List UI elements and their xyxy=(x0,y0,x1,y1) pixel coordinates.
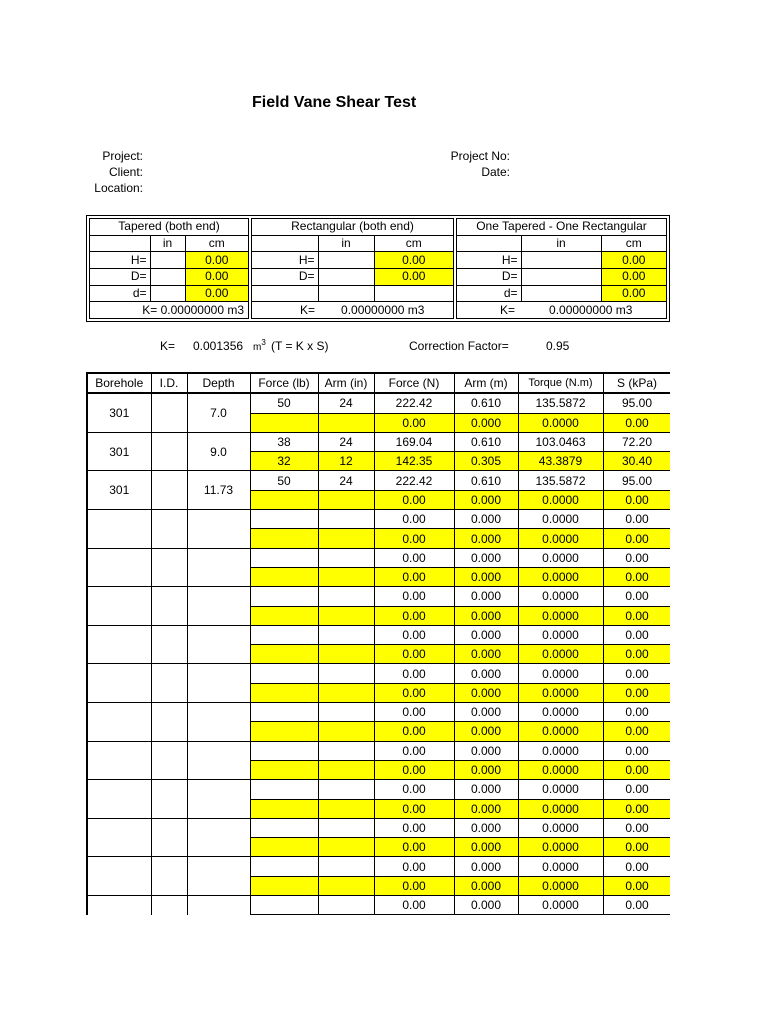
arm-m-cell: 0.000 xyxy=(454,703,518,722)
table-row xyxy=(87,625,670,644)
torque-cell: 0.0000 xyxy=(518,664,603,683)
correction-factor-value: 0.95 xyxy=(546,339,570,353)
depth-cell[interactable] xyxy=(187,587,250,626)
shear-strength-cell: 72.20 xyxy=(603,432,670,451)
force-lb-cell[interactable] xyxy=(250,818,318,837)
force-n-cell: 169.04 xyxy=(374,432,454,451)
borehole-cell[interactable] xyxy=(87,857,151,896)
torque-cell: 103.0463 xyxy=(518,432,603,451)
borehole-cell[interactable] xyxy=(87,510,151,549)
force-n-cell: 0.00 xyxy=(374,413,454,432)
force-n-cell: 0.00 xyxy=(374,625,454,644)
col-header: Arm (in) xyxy=(318,373,374,393)
arm-in-cell[interactable]: 24 xyxy=(318,471,374,490)
force-n-cell: 0.00 xyxy=(374,529,454,548)
arm-in-cell[interactable] xyxy=(318,645,374,664)
id-cell[interactable] xyxy=(151,857,187,896)
col-header: Depth xyxy=(187,373,250,393)
arm-m-cell: 0.000 xyxy=(454,529,518,548)
arm-m-cell: 0.000 xyxy=(454,490,518,509)
col-header: Torque (N.m) xyxy=(518,373,603,393)
id-cell[interactable] xyxy=(151,896,187,915)
torque-cell: 0.0000 xyxy=(518,799,603,818)
borehole-cell[interactable] xyxy=(87,625,151,664)
force-lb-cell[interactable] xyxy=(250,876,318,895)
id-cell[interactable] xyxy=(151,664,187,703)
force-n-cell: 0.00 xyxy=(374,741,454,760)
force-lb-cell[interactable] xyxy=(250,587,318,606)
table-row xyxy=(87,741,670,760)
small-d-label: d= xyxy=(90,285,150,302)
force-n-cell: 222.42 xyxy=(374,393,454,413)
borehole-cell[interactable] xyxy=(87,896,151,915)
small-d-cm-cell[interactable]: 0.00 xyxy=(185,285,248,302)
arm-m-cell: 0.610 xyxy=(454,471,518,490)
page-title: Field Vane Shear Test xyxy=(252,94,417,111)
arm-in-cell[interactable] xyxy=(318,876,374,895)
arm-m-cell: 0.000 xyxy=(454,818,518,837)
force-n-cell: 0.00 xyxy=(374,857,454,876)
borehole-cell[interactable] xyxy=(87,587,151,626)
force-lb-cell[interactable] xyxy=(250,760,318,779)
d-in-cell[interactable] xyxy=(318,268,374,285)
shear-strength-cell: 0.00 xyxy=(603,645,670,664)
torque-cell: 0.0000 xyxy=(518,490,603,509)
arm-in-cell[interactable] xyxy=(318,548,374,567)
k-constant-unit xyxy=(253,339,266,353)
table-row xyxy=(87,471,670,490)
force-n-cell: 0.00 xyxy=(374,722,454,741)
arm-in-cell[interactable] xyxy=(318,780,374,799)
arm-m-cell: 0.610 xyxy=(454,393,518,413)
shear-strength-cell: 95.00 xyxy=(603,471,670,490)
shear-strength-cell: 0.00 xyxy=(603,799,670,818)
shear-strength-cell: 0.00 xyxy=(603,703,670,722)
tapered-vane-block xyxy=(89,218,249,319)
force-n-cell: 0.00 xyxy=(374,587,454,606)
table-row xyxy=(87,510,670,529)
depth-cell[interactable] xyxy=(187,703,250,742)
col-header: S (kPa) xyxy=(603,373,670,393)
id-cell[interactable] xyxy=(151,741,187,780)
depth-cell[interactable] xyxy=(187,896,250,915)
depth-cell[interactable]: 11.73 xyxy=(187,471,250,510)
force-lb-cell[interactable] xyxy=(250,703,318,722)
h-label: H= xyxy=(252,252,318,269)
table-row xyxy=(87,664,670,683)
borehole-cell[interactable] xyxy=(87,780,151,819)
force-lb-cell[interactable] xyxy=(250,857,318,876)
torque-cell: 0.0000 xyxy=(518,722,603,741)
torque-cell: 0.0000 xyxy=(518,703,603,722)
arm-in-cell[interactable] xyxy=(318,587,374,606)
data-table-container xyxy=(86,372,670,916)
d-label: D= xyxy=(90,268,150,285)
force-lb-cell[interactable] xyxy=(250,741,318,760)
id-cell[interactable] xyxy=(151,432,187,471)
shear-strength-cell: 0.00 xyxy=(603,664,670,683)
k-value: 0.00000000 m3 xyxy=(341,302,425,317)
k-value: 0.00000000 m3 xyxy=(160,302,244,317)
col-header: Borehole xyxy=(87,373,151,393)
d-in-cell[interactable] xyxy=(150,268,185,285)
shear-strength-cell: 0.00 xyxy=(603,490,670,509)
rectangular-vane-block xyxy=(251,218,454,319)
arm-in-cell[interactable] xyxy=(318,490,374,509)
force-lb-cell[interactable] xyxy=(250,490,318,509)
d-cm-cell[interactable]: 0.00 xyxy=(601,268,666,285)
d-in-cell[interactable] xyxy=(521,268,601,285)
force-lb-cell[interactable] xyxy=(250,529,318,548)
small-d-cm-cell[interactable]: 0.00 xyxy=(601,285,666,302)
force-n-cell: 0.00 xyxy=(374,703,454,722)
torque-cell: 135.5872 xyxy=(518,471,603,490)
force-lb-cell[interactable] xyxy=(250,645,318,664)
arm-in-cell[interactable] xyxy=(318,857,374,876)
h-label: H= xyxy=(457,252,521,269)
unit-cm: cm xyxy=(374,235,453,252)
shear-strength-cell: 0.00 xyxy=(603,587,670,606)
k-value: 0.00000000 m3 xyxy=(549,302,633,317)
arm-m-cell: 0.000 xyxy=(454,587,518,606)
table-row xyxy=(87,857,670,876)
project-label: Project: xyxy=(102,149,143,163)
depth-cell[interactable] xyxy=(187,664,250,703)
borehole-cell[interactable] xyxy=(87,548,151,587)
arm-m-cell: 0.000 xyxy=(454,876,518,895)
torque-cell: 0.0000 xyxy=(518,857,603,876)
k-label: K= xyxy=(300,302,316,317)
col-header: Force (N) xyxy=(374,373,454,393)
unit-cm: cm xyxy=(185,235,248,252)
id-cell[interactable] xyxy=(151,625,187,664)
force-lb-cell[interactable] xyxy=(250,567,318,586)
force-n-cell: 0.00 xyxy=(374,799,454,818)
force-n-cell: 0.00 xyxy=(374,490,454,509)
force-n-cell: 142.35 xyxy=(374,452,454,471)
force-n-cell: 0.00 xyxy=(374,896,454,915)
arm-in-cell[interactable] xyxy=(318,741,374,760)
force-lb-cell[interactable]: 50 xyxy=(250,393,318,413)
shear-strength-cell: 0.00 xyxy=(603,529,670,548)
k-constant-label: K= xyxy=(160,339,176,353)
force-lb-cell[interactable] xyxy=(250,683,318,702)
depth-cell[interactable]: 9.0 xyxy=(187,432,250,471)
table-row xyxy=(87,393,670,413)
table-row xyxy=(87,548,670,567)
arm-in-cell[interactable] xyxy=(318,664,374,683)
force-n-cell: 0.00 xyxy=(374,838,454,857)
torque-cell: 0.0000 xyxy=(518,818,603,837)
shear-strength-cell: 0.00 xyxy=(603,625,670,644)
shear-strength-cell: 0.00 xyxy=(603,567,670,586)
shear-strength-cell: 0.00 xyxy=(603,413,670,432)
depth-cell[interactable]: 7.0 xyxy=(187,393,250,432)
shear-strength-cell: 0.00 xyxy=(603,741,670,760)
arm-in-cell[interactable] xyxy=(318,760,374,779)
depth-cell[interactable] xyxy=(187,510,250,549)
shear-strength-cell: 30.40 xyxy=(603,452,670,471)
table-row xyxy=(87,780,670,799)
h-cm-cell[interactable]: 0.00 xyxy=(185,252,248,269)
arm-in-cell[interactable] xyxy=(318,625,374,644)
arm-m-cell: 0.000 xyxy=(454,548,518,567)
force-n-cell: 0.00 xyxy=(374,876,454,895)
h-label: H= xyxy=(90,252,150,269)
arm-m-cell: 0.000 xyxy=(454,896,518,915)
force-n-cell: 0.00 xyxy=(374,664,454,683)
shear-strength-cell: 0.00 xyxy=(603,510,670,529)
d-label: D= xyxy=(457,268,521,285)
id-cell[interactable] xyxy=(151,703,187,742)
arm-m-cell: 0.000 xyxy=(454,567,518,586)
shear-strength-cell: 0.00 xyxy=(603,722,670,741)
depth-cell[interactable] xyxy=(187,818,250,857)
force-lb-cell[interactable] xyxy=(250,548,318,567)
unit-in: in xyxy=(521,235,601,252)
arm-in-cell[interactable] xyxy=(318,683,374,702)
arm-m-cell: 0.610 xyxy=(454,432,518,451)
table-row xyxy=(87,818,670,837)
force-n-cell: 0.00 xyxy=(374,567,454,586)
arm-in-cell[interactable] xyxy=(318,703,374,722)
k-constant-value: 0.001356 xyxy=(193,339,244,353)
mixed-vane-block xyxy=(456,218,667,319)
arm-in-cell[interactable] xyxy=(318,510,374,529)
force-lb-cell[interactable]: 38 xyxy=(250,432,318,451)
k-unit: m xyxy=(253,342,262,353)
shear-strength-cell: 0.00 xyxy=(603,780,670,799)
arm-in-cell[interactable] xyxy=(318,896,374,915)
force-lb-cell[interactable] xyxy=(250,799,318,818)
arm-in-cell[interactable]: 24 xyxy=(318,393,374,413)
force-lb-cell[interactable]: 50 xyxy=(250,471,318,490)
borehole-cell[interactable]: 301 xyxy=(87,471,151,510)
h-in-cell[interactable] xyxy=(150,252,185,269)
borehole-cell[interactable] xyxy=(87,818,151,857)
torque-cell: 0.0000 xyxy=(518,780,603,799)
arm-m-cell: 0.000 xyxy=(454,741,518,760)
col-header: I.D. xyxy=(151,373,187,393)
k-formula: (T = K x S) xyxy=(271,339,329,353)
arm-in-cell[interactable] xyxy=(318,722,374,741)
table-header-row xyxy=(87,373,670,393)
depth-cell[interactable] xyxy=(187,741,250,780)
arm-m-cell: 0.000 xyxy=(454,857,518,876)
arm-m-cell: 0.000 xyxy=(454,722,518,741)
arm-in-cell[interactable] xyxy=(318,818,374,837)
d-cm-cell[interactable]: 0.00 xyxy=(185,268,248,285)
depth-cell[interactable] xyxy=(187,780,250,819)
small-d-in-cell[interactable] xyxy=(150,285,185,302)
torque-cell: 0.0000 xyxy=(518,625,603,644)
mixed-title: One Tapered - One Rectangular xyxy=(457,219,666,235)
small-d-label: d= xyxy=(457,285,521,302)
d-cm-cell[interactable]: 0.00 xyxy=(374,268,453,285)
borehole-cell[interactable]: 301 xyxy=(87,393,151,432)
shear-strength-cell: 95.00 xyxy=(603,393,670,413)
force-lb-cell[interactable] xyxy=(250,722,318,741)
force-lb-cell[interactable] xyxy=(250,413,318,432)
torque-cell: 0.0000 xyxy=(518,606,603,625)
borehole-cell[interactable] xyxy=(87,741,151,780)
id-cell[interactable] xyxy=(151,587,187,626)
torque-cell: 43.3879 xyxy=(518,452,603,471)
id-cell[interactable] xyxy=(151,548,187,587)
torque-cell: 0.0000 xyxy=(518,510,603,529)
torque-cell: 0.0000 xyxy=(518,645,603,664)
h-cm-cell[interactable]: 0.00 xyxy=(374,252,453,269)
torque-cell: 0.0000 xyxy=(518,587,603,606)
shear-strength-cell: 0.00 xyxy=(603,548,670,567)
borehole-cell[interactable]: 301 xyxy=(87,432,151,471)
torque-cell: 0.0000 xyxy=(518,413,603,432)
client-label: Client: xyxy=(108,165,143,179)
arm-m-cell: 0.000 xyxy=(454,413,518,432)
arm-in-cell[interactable] xyxy=(318,838,374,857)
torque-cell: 0.0000 xyxy=(518,529,603,548)
force-n-cell: 0.00 xyxy=(374,606,454,625)
torque-cell: 0.0000 xyxy=(518,760,603,779)
unit-in: in xyxy=(150,235,185,252)
force-n-cell: 0.00 xyxy=(374,818,454,837)
depth-cell[interactable] xyxy=(187,548,250,587)
d-label: D= xyxy=(252,268,318,285)
arm-m-cell: 0.000 xyxy=(454,606,518,625)
arm-m-cell: 0.000 xyxy=(454,838,518,857)
col-header: Arm (m) xyxy=(454,373,518,393)
table-row xyxy=(87,703,670,722)
arm-in-cell[interactable] xyxy=(318,529,374,548)
torque-cell: 0.0000 xyxy=(518,838,603,857)
torque-cell: 135.5872 xyxy=(518,393,603,413)
force-n-cell: 222.42 xyxy=(374,471,454,490)
force-lb-cell[interactable] xyxy=(250,625,318,644)
correction-factor-label: Correction Factor= xyxy=(409,339,509,353)
vane-shear-data-table xyxy=(86,372,670,915)
arm-in-cell[interactable] xyxy=(318,567,374,586)
force-lb-cell[interactable] xyxy=(250,896,318,915)
arm-m-cell: 0.000 xyxy=(454,683,518,702)
rectangular-title: Rectangular (both end) xyxy=(252,219,453,235)
unit-cm: cm xyxy=(601,235,666,252)
table-row xyxy=(87,587,670,606)
vane-dimensions-table xyxy=(86,215,670,322)
h-in-cell[interactable] xyxy=(521,252,601,269)
date-label: Date: xyxy=(481,165,510,179)
force-n-cell: 0.00 xyxy=(374,510,454,529)
arm-m-cell: 0.000 xyxy=(454,510,518,529)
borehole-cell[interactable] xyxy=(87,703,151,742)
force-lb-cell[interactable] xyxy=(250,606,318,625)
torque-cell: 0.0000 xyxy=(518,548,603,567)
force-lb-cell[interactable] xyxy=(250,664,318,683)
shear-strength-cell: 0.00 xyxy=(603,683,670,702)
location-label: Location: xyxy=(94,181,143,195)
id-cell[interactable] xyxy=(151,471,187,510)
h-in-cell[interactable] xyxy=(318,252,374,269)
force-n-cell: 0.00 xyxy=(374,780,454,799)
torque-cell: 0.0000 xyxy=(518,683,603,702)
arm-in-cell[interactable] xyxy=(318,413,374,432)
table-row xyxy=(87,432,670,451)
col-header: Force (lb) xyxy=(250,373,318,393)
arm-m-cell: 0.000 xyxy=(454,664,518,683)
k-label: K= xyxy=(500,302,516,317)
force-n-cell: 0.00 xyxy=(374,760,454,779)
tapered-title: Tapered (both end) xyxy=(90,219,248,235)
force-lb-cell[interactable] xyxy=(250,780,318,799)
borehole-cell[interactable] xyxy=(87,664,151,703)
h-cm-cell[interactable]: 0.00 xyxy=(601,252,666,269)
torque-cell: 0.0000 xyxy=(518,741,603,760)
force-lb-cell[interactable] xyxy=(250,510,318,529)
arm-m-cell: 0.000 xyxy=(454,799,518,818)
k-label: K= xyxy=(142,302,158,317)
arm-m-cell: 0.305 xyxy=(454,452,518,471)
project-no-label: Project No: xyxy=(450,149,510,163)
force-lb-cell[interactable] xyxy=(250,838,318,857)
shear-strength-cell: 0.00 xyxy=(603,760,670,779)
id-cell[interactable] xyxy=(151,780,187,819)
id-cell[interactable] xyxy=(151,818,187,857)
depth-cell[interactable] xyxy=(187,625,250,664)
force-n-cell: 0.00 xyxy=(374,645,454,664)
force-n-cell: 0.00 xyxy=(374,548,454,567)
id-cell[interactable] xyxy=(151,393,187,432)
force-lb-cell[interactable]: 32 xyxy=(250,452,318,471)
force-n-cell: 0.00 xyxy=(374,683,454,702)
shear-strength-cell: 0.00 xyxy=(603,818,670,837)
torque-cell: 0.0000 xyxy=(518,876,603,895)
arm-in-cell[interactable] xyxy=(318,606,374,625)
arm-m-cell: 0.000 xyxy=(454,645,518,664)
shear-strength-cell: 0.00 xyxy=(603,896,670,915)
k-unit-sup: 3 xyxy=(261,338,266,347)
shear-strength-cell: 0.00 xyxy=(603,606,670,625)
unit-in: in xyxy=(318,235,374,252)
shear-strength-cell: 0.00 xyxy=(603,838,670,857)
arm-m-cell: 0.000 xyxy=(454,760,518,779)
depth-cell[interactable] xyxy=(187,857,250,896)
arm-in-cell[interactable]: 12 xyxy=(318,452,374,471)
table-row xyxy=(87,896,670,915)
arm-in-cell[interactable]: 24 xyxy=(318,432,374,451)
arm-in-cell[interactable] xyxy=(318,799,374,818)
torque-cell: 0.0000 xyxy=(518,567,603,586)
arm-m-cell: 0.000 xyxy=(454,780,518,799)
torque-cell: 0.0000 xyxy=(518,896,603,915)
id-cell[interactable] xyxy=(151,510,187,549)
shear-strength-cell: 0.00 xyxy=(603,857,670,876)
shear-strength-cell: 0.00 xyxy=(603,876,670,895)
small-d-in-cell[interactable] xyxy=(521,285,601,302)
arm-m-cell: 0.000 xyxy=(454,625,518,644)
